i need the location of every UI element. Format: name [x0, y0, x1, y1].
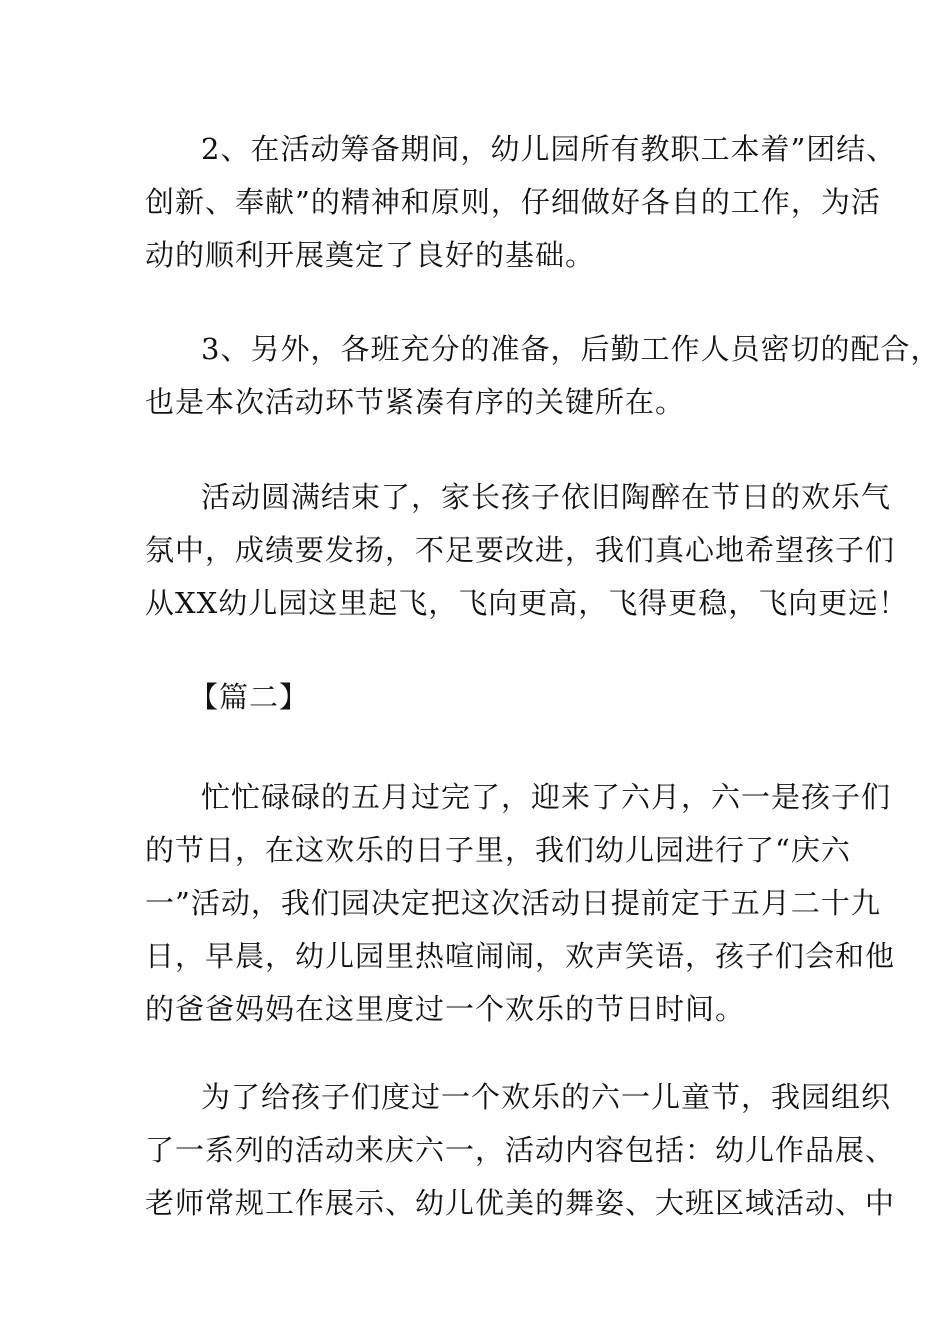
- paragraph-line: 氛中，成绩要发扬，不足要改进，我们真心地希望孩子们: [145, 533, 896, 567]
- paragraph-line: 了一系列的活动来庆六一，活动内容包括：幼儿作品展、: [145, 1133, 896, 1167]
- paragraph-line: 3、另外，各班充分的准备，后勤工作人员密切的配合，: [201, 332, 941, 366]
- paragraph-conclusion: [145, 471, 909, 630]
- paragraph-line: 的爸爸妈妈在这里度过一个欢乐的节日时间。: [145, 992, 746, 1026]
- paragraph-activities: [145, 1071, 896, 1230]
- paragraph-line: 创新、奉献”的精神和原则，仔细做好各自的工作，为活: [145, 185, 881, 219]
- paragraph-line: 从XX幼儿园这里起飞，飞向更高，飞得更稳，飞向更远！: [145, 586, 909, 620]
- paragraph-line: 忙忙碌碌的五月过完了，迎来了六月，六一是孩子们: [201, 780, 892, 814]
- paragraph-line: 老师常规工作展示、幼儿优美的舞姿、大班区域活动、中: [145, 1186, 896, 1220]
- section-heading: [145, 671, 825, 724]
- paragraph-line: 也是本次活动环节紧凑有序的关键所在。: [145, 385, 686, 419]
- paragraph-line: 一”活动，我们园决定把这次活动日提前定于五月二十九: [145, 886, 881, 920]
- paragraph-cooperation: [145, 323, 941, 429]
- paragraph-line: 动的顺利开展奠定了良好的基础。: [145, 238, 596, 272]
- paragraph-preparation: [145, 123, 897, 282]
- paragraph-line: 2、在活动筹备期间，幼儿园所有教职工本着”团结、: [201, 132, 897, 166]
- paragraph-line: 的节日，在这欢乐的日子里，我们幼儿园进行了“庆六: [145, 833, 851, 867]
- paragraph-june-intro: [145, 771, 896, 1036]
- section-heading-text: 【篇二】: [189, 680, 310, 714]
- paragraph-line: 活动圆满结束了，家长孩子依旧陶醉在节日的欢乐气: [201, 480, 892, 514]
- paragraph-line: 为了给孩子们度过一个欢乐的六一儿童节，我园组织: [201, 1080, 892, 1114]
- paragraph-line: 日，早晨，幼儿园里热喧闹闹，欢声笑语，孩子们会和他: [145, 939, 896, 973]
